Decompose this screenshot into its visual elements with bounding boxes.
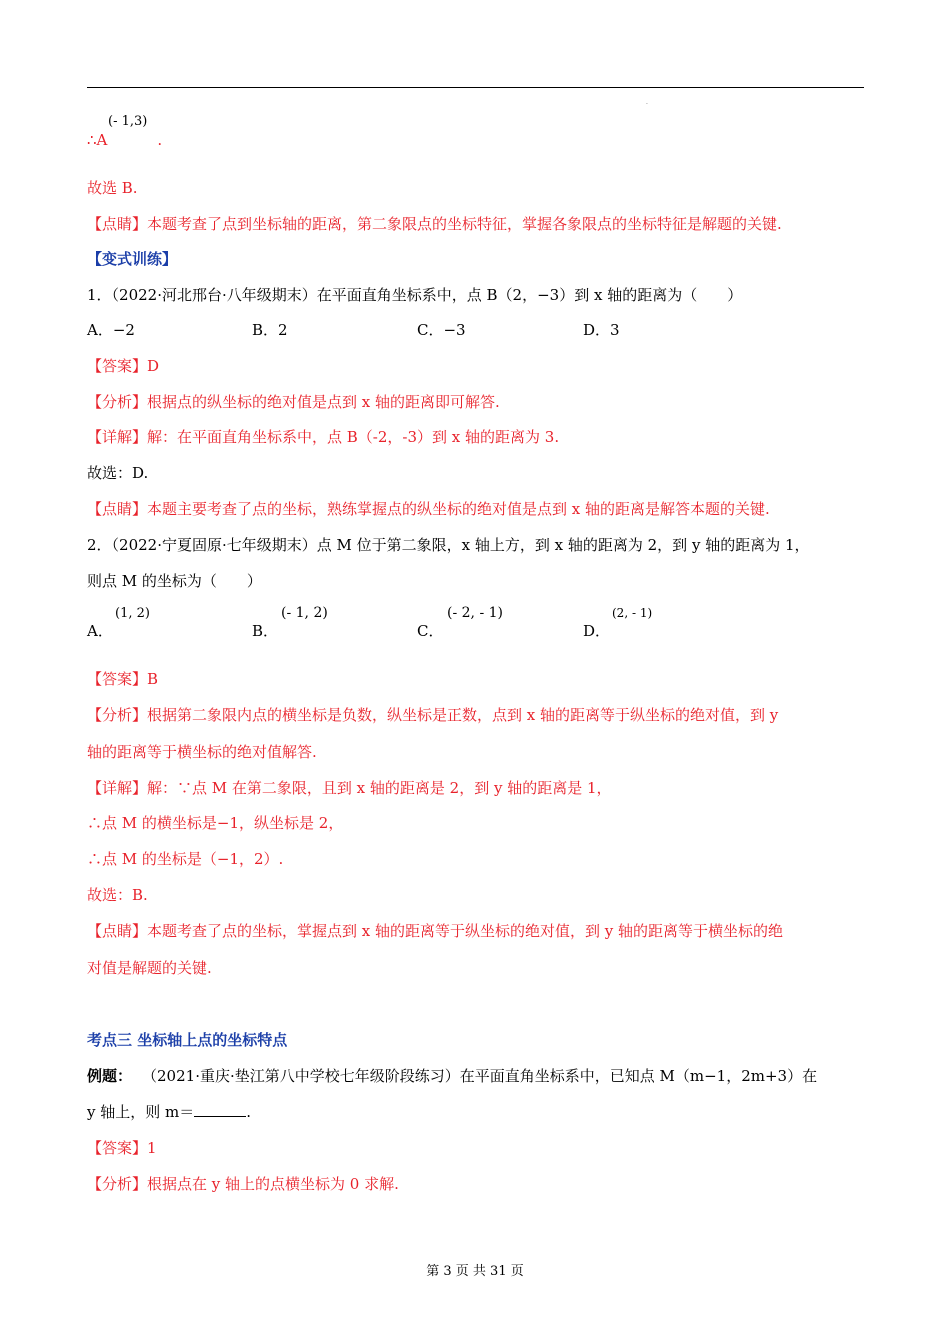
q2-choice: 故选：B.	[87, 886, 148, 904]
coord-a: (- 1,3)	[108, 114, 148, 129]
q2-stem-line1: 2．（2022·宁夏固原·七年级期末）点 M 位于第二象限，x 轴上方，到 x 轴的距离为 2，到 y 轴的距离为 1，	[87, 536, 810, 554]
header-dot: .	[646, 99, 648, 106]
q2-remark-line1: 【点睛】本题考查了点的坐标，掌握点到 x 轴的距离等于纵坐标的绝对值，到 y 轴的距离等于横坐标的绝	[87, 922, 784, 940]
header-rule	[87, 87, 864, 88]
q1-detail: 【详解】解：在平面直角坐标系中，点 B（-2，-3）到 x 轴的距离为 3.	[87, 428, 560, 446]
section3-example-line1	[87, 1066, 817, 1086]
q2-detail-line2: ∴点 M 的横坐标是−1，纵坐标是 2，	[87, 814, 344, 832]
section3-heading: 考点三 坐标轴上点的坐标特点	[87, 1031, 288, 1049]
q2-remark-line2: 对值是解题的关键.	[87, 959, 212, 977]
q1-remark: 【点睛】本题主要考查了点的坐标，熟练掌握点的纵坐标的绝对值是点到 x 轴的距离是解答本题的关键.	[87, 500, 770, 518]
q2-option-d-coord: (2, - 1)	[612, 606, 653, 620]
section3-answer: 【答案】1	[87, 1139, 157, 1157]
q2-option-c: C．	[417, 622, 444, 640]
q2-option-c-coord: (- 2, - 1)	[447, 605, 503, 621]
q1-option-c: C．−3	[417, 321, 466, 339]
q2-option-b-coord: (- 1, 2)	[281, 605, 328, 621]
q1-option-a: A．−2	[87, 321, 135, 339]
q2-analysis-line1: 【分析】根据第二象限内点的横坐标是负数，纵坐标是正数，点到 x 轴的距离等于纵坐标的绝对值，到 y	[87, 706, 779, 724]
page-footer: 第 3 页 共 31 页	[426, 1264, 524, 1279]
example-choice: 故选 B.	[87, 179, 138, 197]
answer-blank	[194, 1102, 246, 1117]
example-remark: 【点睛】本题考查了点到坐标轴的距离，第二象限点的坐标特征，掌握各象限点的坐标特征是解题的关键.	[87, 215, 782, 233]
q1-stem: 1．（2022·河北邢台·八年级期末）在平面直角坐标系中，点 B（2，−3）到 x 轴的距离为（ ）	[87, 286, 743, 304]
example-text: （2021·重庆·垫江第八中学校七年级阶段练习）在平面直角坐标系中，已知点 M（m−1，2m+3）在	[142, 1067, 818, 1085]
q2-answer: 【答案】B	[87, 670, 159, 688]
q2-option-d: D．	[583, 622, 611, 640]
q2-detail-line3: ∴点 M 的坐标是（−1，2）.	[87, 850, 284, 868]
therefore-a: ∴A .	[87, 131, 163, 149]
q2-option-a-coord: (1, 2)	[115, 606, 150, 621]
q1-choice: 故选：D.	[87, 464, 149, 482]
variant-heading: 【变式训练】	[87, 250, 178, 268]
q2-stem-line2: 则点 M 的坐标为（ ）	[87, 572, 262, 590]
q1-option-b: B．2	[252, 321, 288, 339]
q2-detail-line1: 【详解】解：∵点 M 在第二象限，且到 x 轴的距离是 2，到 y 轴的距离是 1，	[87, 779, 612, 797]
section3-analysis: 【分析】根据点在 y 轴上的点横坐标为 0 求解.	[87, 1175, 399, 1193]
q1-analysis: 【分析】根据点的纵坐标的绝对值是点到 x 轴的距离即可解答.	[87, 393, 500, 411]
q1-option-d: D．3	[583, 321, 620, 339]
q2-analysis-line2: 轴的距离等于横坐标的绝对值解答.	[87, 743, 317, 761]
q1-answer: 【答案】D	[87, 357, 160, 375]
example-label: 例题：	[87, 1067, 133, 1085]
q2-option-b: B．	[252, 622, 279, 640]
section3-example-line2: y 轴上，则 m＝ .	[87, 1103, 252, 1121]
q2-option-a: A．	[87, 622, 113, 640]
